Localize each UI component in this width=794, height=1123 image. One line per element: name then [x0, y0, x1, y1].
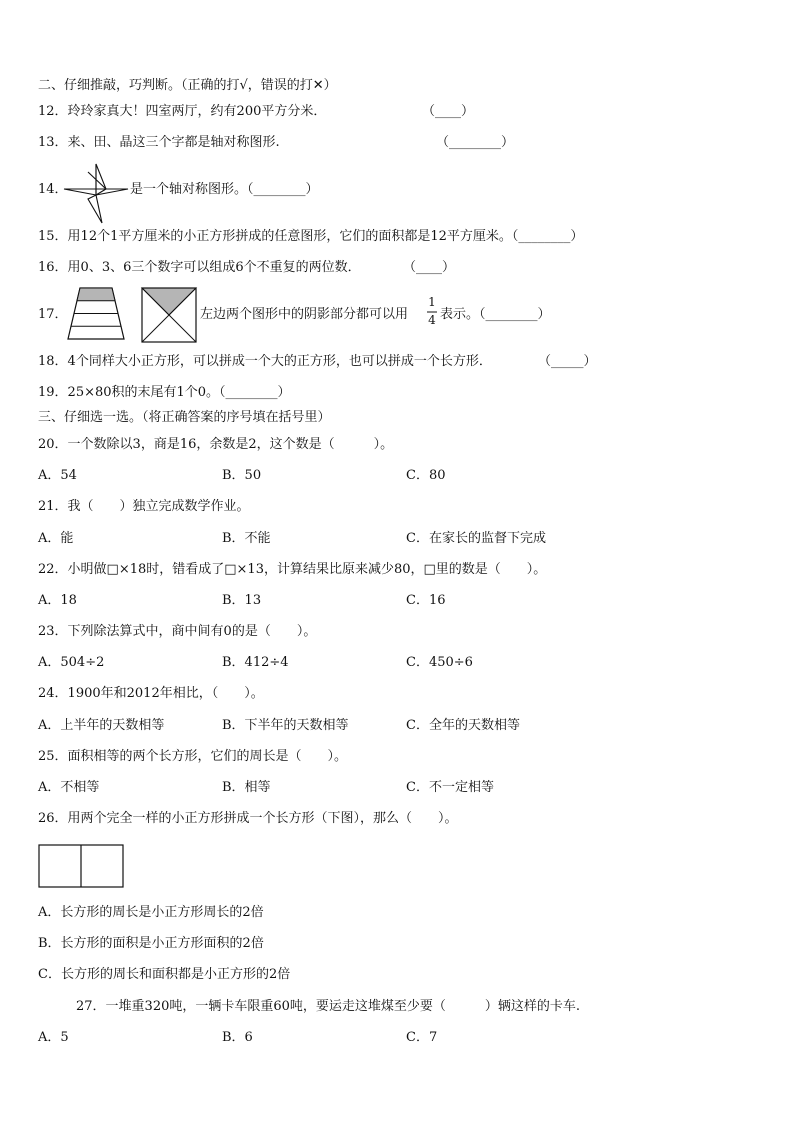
q12-text: 12．玲玲家真大！四室两厅，约有200平方分米．	[38, 104, 327, 119]
trapezoid-figure	[66, 287, 126, 341]
q17-text-b: 表示。（________）	[440, 307, 551, 322]
section3-header: 三、仔细选一选。（将正确答案的序号填在括号里）	[38, 410, 331, 425]
q12-answer-blank[interactable]: （____）	[422, 104, 475, 119]
q13-answer-blank[interactable]: （________）	[436, 135, 515, 150]
fraction-denominator: 4	[428, 313, 436, 327]
fraction-numerator: 1	[428, 295, 436, 309]
q22-option-c[interactable]: C．16	[406, 593, 446, 608]
q22-stem: 22．小明做□×18时，错看成了□×13，计算结果比原来减少80，□里的数是（ ）。	[38, 562, 547, 577]
q26-stem: 26．用两个完全一样的小正方形拼成一个长方形（下图），那么（ ）。	[38, 811, 458, 826]
q16-text: 16．用0、3、6三个数字可以组成6个不重复的两位数．	[38, 260, 361, 275]
q20-stem: 20．一个数除以3，商是16，余数是2，这个数是（ ）。	[38, 437, 394, 452]
q18-answer-blank[interactable]: （_____）	[538, 354, 597, 369]
q17-number: 17．	[38, 307, 68, 322]
q25-option-c[interactable]: C．不一定相等	[406, 780, 494, 795]
q25-option-b[interactable]: B．相等	[222, 780, 271, 795]
q23-option-c[interactable]: C．450÷6	[406, 655, 473, 670]
section2-header: 二、仔细推敲，巧判断。（正确的打√，错误的打✕）	[38, 78, 337, 93]
q25-option-a[interactable]: A．不相等	[38, 780, 100, 795]
q20-option-b[interactable]: B．50	[222, 468, 262, 483]
q24-option-a[interactable]: A．上半年的天数相等	[38, 718, 165, 733]
q16-answer-blank[interactable]: （____）	[403, 260, 456, 275]
q20-option-a[interactable]: A．54	[38, 468, 77, 483]
q20-option-c[interactable]: C．80	[406, 468, 446, 483]
q27-option-c[interactable]: C．7	[406, 1030, 438, 1045]
two-squares-figure	[38, 844, 124, 888]
q25-stem: 25．面积相等的两个长方形，它们的周长是（ ）。	[38, 749, 348, 764]
q21-option-c[interactable]: C．在家长的监督下完成	[406, 531, 546, 546]
q18-text: 18．4个同样大小正方形，可以拼成一个大的正方形，也可以拼成一个长方形．	[38, 354, 492, 369]
q13-text: 13．来、田、晶这三个字都是轴对称图形.	[38, 135, 280, 150]
q26-option-c[interactable]: C．长方形的周长和面积都是小正方形的2倍	[38, 967, 291, 982]
q21-option-b[interactable]: B．不能	[222, 531, 271, 546]
q27-option-a[interactable]: A．5	[38, 1030, 69, 1045]
q27-option-b[interactable]: B．6	[222, 1030, 253, 1045]
q14-number: 14．	[38, 182, 68, 197]
q23-stem: 23．下列除法算式中，商中间有0的是（ ）。	[38, 624, 317, 639]
pinwheel-figure	[62, 164, 132, 226]
q26-option-b[interactable]: B．长方形的面积是小正方形面积的2倍	[38, 936, 264, 951]
q23-option-b[interactable]: B．412÷4	[222, 655, 289, 670]
q22-option-b[interactable]: B．13	[222, 593, 262, 608]
q23-option-a[interactable]: A．504÷2	[38, 655, 105, 670]
q14-text: 是一个轴对称图形。（________）	[130, 182, 319, 197]
q15-text: 15．用12个1平方厘米的小正方形拼成的任意图形，它们的面积都是12平方厘米。（________）	[38, 229, 584, 244]
q24-option-c[interactable]: C．全年的天数相等	[406, 718, 520, 733]
q22-option-a[interactable]: A．18	[38, 593, 77, 608]
q24-option-b[interactable]: B．下半年的天数相等	[222, 718, 349, 733]
q21-stem: 21．我（ ）独立完成数学作业。	[38, 499, 250, 514]
q27-stem: 27．一堆重320吨，一辆卡车限重60吨，要运走这堆煤至少要（ ）辆这样的卡车.	[76, 999, 581, 1014]
q19-text: 19．25×80积的末尾有1个0。（________）	[38, 385, 291, 400]
q24-stem: 24．1900年和2012年相比，（ ）。	[38, 686, 264, 701]
q17-text-a: 左边两个图形中的阴影部分都可以用	[200, 307, 409, 322]
square-diagonals-figure	[141, 287, 197, 343]
q26-option-a[interactable]: A．长方形的周长是小正方形周长的2倍	[38, 905, 264, 920]
q21-option-a[interactable]: A．能	[38, 531, 74, 546]
